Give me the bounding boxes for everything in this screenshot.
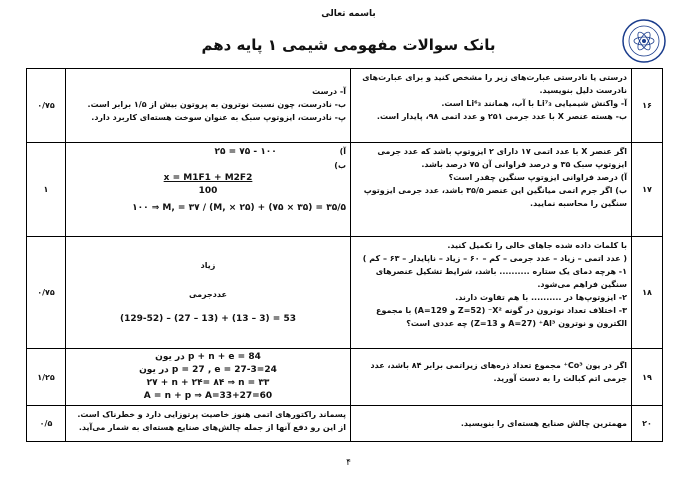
question-text [351,406,632,442]
answer-text [66,237,351,349]
question-line: اگر عنصر X با عدد اتمی ۱۷ دارای ۲ ایزوتوپ باشد که عدد جرمی ایزوتوپ سبک ۳۵ و درصد فراوانی آن ۷۵ درصد باشد. [377,147,627,169]
question-text [351,349,632,406]
question-line: ۳- اختلاف تعداد نوترون در گونه X²⁻ (Z=52 و A=129) با مجموع الکترون و نوترون Al³⁺ (A=27 و Z=13) چه عددی است؟ [375,306,627,328]
answer-line: (129-52) – (27 – 13) + (13 – 3) = 53 [119,314,296,324]
score: ۱/۲۵ [27,349,66,406]
table-row [27,237,663,349]
table-row [27,406,663,442]
page-header [0,0,697,66]
formula-denominator: 100 [198,186,218,196]
question-table [26,68,663,442]
calculation-line: ۳۵/۵ = (۳۵ × ۷۵) + (M, × ۲۵) / ۱۰۰ ⇒ M, = ۳۷ [132,203,346,213]
answer-line: ۱۰۰ - ۷۵ = ۲۵ [214,147,277,157]
question-line: با کلمات داده شده جاهای خالی را تکمیل کنید. [447,241,627,250]
answer-line: ب- نادرست، چون نسبت نوترون به پروتون بیش از ۱/۵ برابر است. [87,100,346,109]
part-label: ب) [334,161,346,170]
page-title: بانک سوالات مفهومی شیمی ۱ پایه دهم [201,36,496,54]
answer-line: عددجرمی [189,290,227,299]
answer-line: p + n + e = 84 در یون [155,352,261,362]
question-number: ۱۷ [632,143,663,237]
table-row [27,349,663,406]
answer-text [66,406,351,442]
question-text [351,69,632,143]
score: ۱ [27,143,66,237]
answer-line: زیاد [200,261,216,270]
score: ۰/۵ [27,406,66,442]
answer-line: آ- درست [312,87,346,96]
question-line: مهمترین چالش صنایع هسته‌ای را بنویسید. [460,419,627,428]
answer-text [66,143,351,237]
question-line: ب- هسته عنصر X با عدد جرمی ۲۵۱ و عدد اتمی ۹۸، پایدار است. [376,112,627,121]
answer-line: پسماند راکتورهای اتمی هنوز خاصیت پرتوزایی دارد و خطرناک است. از این رو دفع آنها از جمله چالش‌های صنایع هسته‌ای به شمار می‌آید. [77,410,346,432]
question-line: ۱- هرچه دمای یک ستاره .......... باشد، شرایط تشکیل عنصرهای سنگین فراهم می‌شود. [375,267,627,289]
bismillah: باسمه تعالی [321,9,376,19]
formula-numerator: x = M1F1 + M2F2 [163,173,253,183]
answer-line: p = 27 , e = 27-3=24 در یون [139,365,277,375]
answer-text [66,349,351,406]
score: ۰/۷۵ [27,69,66,143]
question-line: آ- واکنش شیمیایی Li⁷₃ با آب، همانند Li⁶₃ است. [441,99,627,108]
question-number: ۲۰ [632,406,663,442]
question-number: ۱۸ [632,237,663,349]
answer-line: ۲۷ + n + ۲۴= ۸۴ ⇒ n = ۳۳ [146,378,270,388]
page-number: ۴ [346,458,351,468]
school-logo-icon [621,18,667,64]
question-line: ( عدد اتمی – زیاد – عدد جرمی – کم – ۶۰ – زیاد – ناپایدار – ۶۳ – کم ) [362,254,627,263]
question-text [351,143,632,237]
answer-line: A = n + p ⇒ A=33+27=60 [143,391,273,401]
score: ۰/۷۵ [27,237,66,349]
table-row [27,143,663,237]
table-row [27,69,663,143]
part-label: آ) [339,147,346,156]
question-line: آ) درصد فراوانی ایزوتوپ سنگین چقدر است؟ [448,173,627,182]
question-number: ۱۹ [632,349,663,406]
question-text [351,237,632,349]
answer-line: پ- نادرست، ایزوتوپ سبک به عنوان سوخت هسته‌ای کاربرد دارد. [91,113,346,122]
question-line: اگر در یون Co³⁺ مجموع تعداد ذره‌های زیراتمی برابر ۸۴ باشد، عدد جرمی اتم کبالت را به دست آورید. [370,361,627,383]
answer-text [66,69,351,143]
question-line: ۲- ایزوتوپ‌ها در .......... با هم تفاوت دارند. [455,293,627,302]
question-line: درستی یا نادرستی عبارت‌های زیر را مشخص کنید و برای عبارت‌های نادرست دلیل بنویسید. [362,73,627,95]
question-line: ب) اگر جرم اتمی میانگین این عنصر ۳۵/۵ باشد، عدد جرمی ایزوتوپ سنگین را محاسبه نمایید. [363,186,627,208]
question-number: ۱۶ [632,69,663,143]
